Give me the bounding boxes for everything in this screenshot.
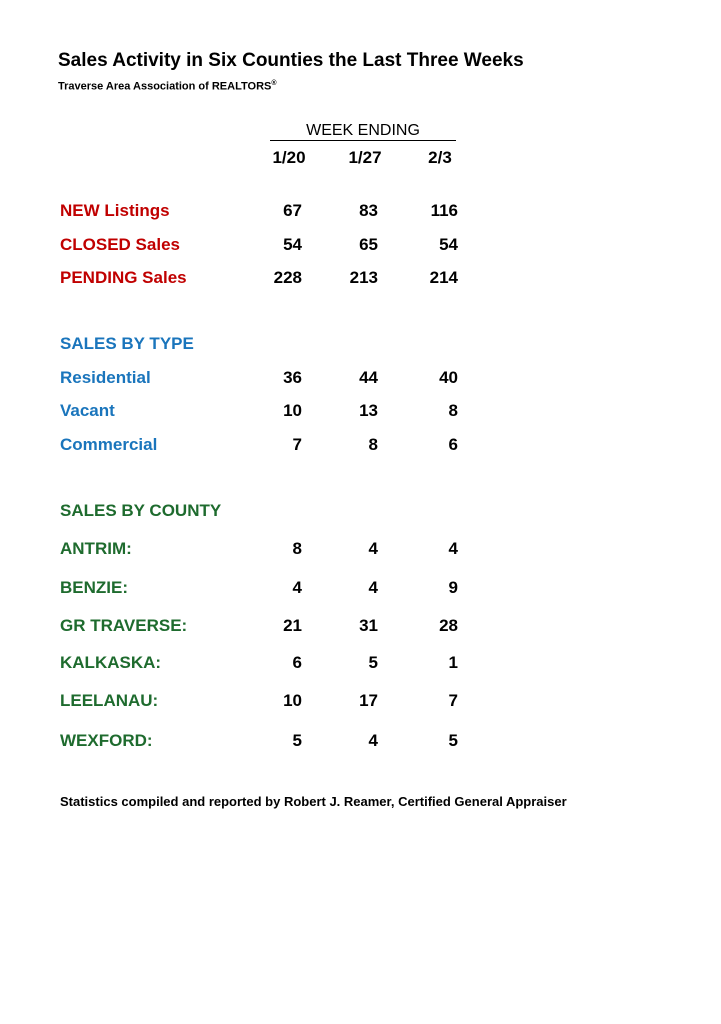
row-label: PENDING Sales [60,268,187,287]
row-value: 10 [283,401,302,420]
row-value: 54 [283,235,302,254]
section-heading: SALES BY COUNTY [60,501,222,520]
row-value: 36 [283,368,302,387]
row-label: GR TRAVERSE: [60,616,188,635]
row-value: 228 [273,268,302,287]
row-value: 44 [359,368,378,387]
row-label: NEW Listings [60,201,170,220]
row-value: 65 [359,235,378,254]
row-label: Vacant [60,401,115,420]
table-row-antrim [0,537,721,561]
row-value: 10 [283,691,302,710]
registered-mark: ® [271,80,277,87]
row-label: KALKASKA: [60,653,162,672]
table-row-kalkaska [0,651,721,675]
row-label: Residential [60,368,151,387]
row-label: LEELANAU: [60,691,159,710]
row-label: ANTRIM: [60,539,132,558]
row-label: Commercial [60,435,158,454]
table-row-benzie [0,576,721,600]
table-row-leelanau [0,689,721,713]
section-heading-sales-by-county [0,499,721,523]
row-value: 54 [439,235,458,254]
section-heading: SALES BY TYPE [60,334,194,353]
row-value: 21 [283,616,302,635]
row-value: 8 [448,401,458,420]
row-value: 5 [448,731,458,750]
table-row-wexford [0,729,721,753]
page-subtitle [58,80,277,93]
week-date: 1/20 [272,148,306,167]
row-value: 4 [368,731,378,750]
row-value: 116 [430,201,458,220]
row-value: 31 [359,616,378,635]
page-title: Sales Activity in Six Counties the Last Three Weeks [58,50,524,71]
table-row-pending-sales [0,266,721,290]
row-value: 7 [448,691,458,710]
week-date: 1/27 [348,148,382,167]
row-value: 83 [359,201,378,220]
row-value: 40 [439,368,458,387]
row-value: 4 [448,539,458,558]
row-label: BENZIE: [60,578,128,597]
week-ending-header: WEEK ENDING [270,121,456,141]
week-date: 2/3 [428,148,452,167]
row-value: 4 [292,578,302,597]
row-value: 4 [368,578,378,597]
row-label: CLOSED Sales [60,235,180,254]
table-row-vacant [0,399,721,423]
week-date-header-row [0,146,721,170]
table-row-gr-traverse [0,614,721,638]
row-value: 214 [429,268,458,287]
row-value: 1 [448,653,458,672]
row-value: 9 [448,578,458,597]
row-value: 8 [292,539,302,558]
row-value: 6 [292,653,302,672]
footer-credit: Statistics compiled and reported by Robert J. Reamer, Certified General Appraiser [60,794,567,809]
row-value: 5 [292,731,302,750]
row-value: 4 [368,539,378,558]
table-row-closed-sales [0,233,721,257]
table-row-new-listings [0,199,721,223]
row-value: 213 [349,268,378,287]
row-value: 8 [368,435,378,454]
table-row-residential [0,366,721,390]
row-value: 13 [359,401,378,420]
table-row-commercial [0,433,721,457]
row-value: 67 [283,201,302,220]
row-value: 6 [448,435,458,454]
subtitle-text: Traverse Area Association of REALTORS [58,80,272,93]
row-value: 28 [439,616,458,635]
row-value: 5 [368,653,378,672]
row-value: 17 [359,691,378,710]
row-label: WEXFORD: [60,731,153,750]
section-heading-sales-by-type [0,332,721,356]
row-value: 7 [292,435,302,454]
